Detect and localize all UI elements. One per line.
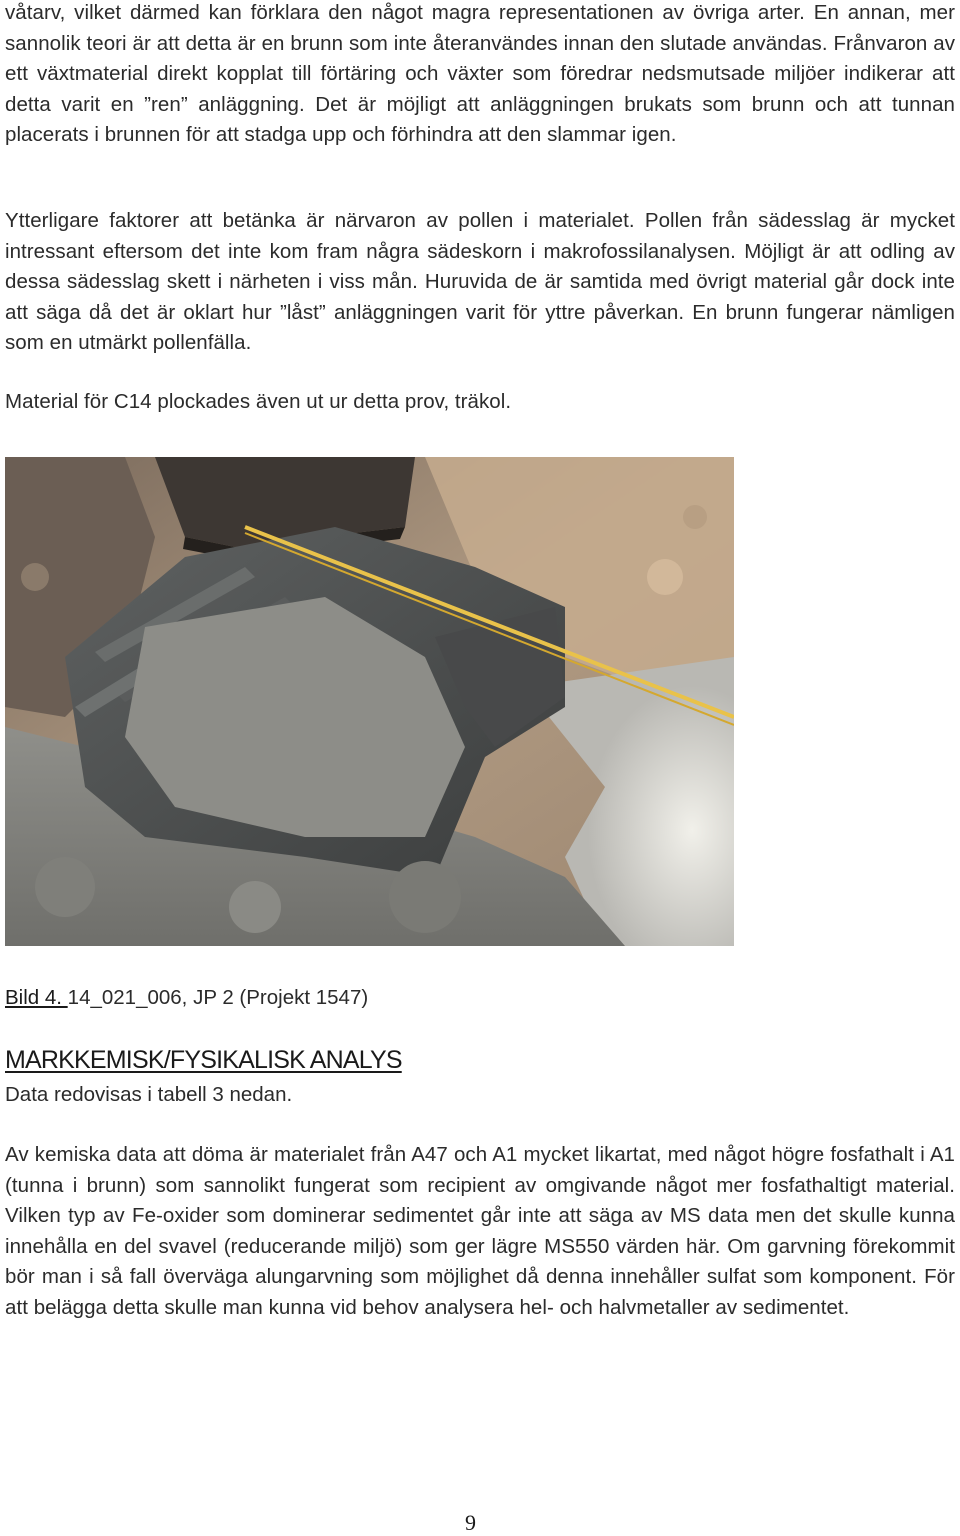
paragraph-c14: Material för C14 plockades även ut ur detta prov, träkol. (5, 390, 512, 413)
excavation-photo (5, 457, 734, 946)
barrel-in-well-illustration (5, 457, 734, 946)
page-number: 9 (465, 1510, 476, 1535)
paragraph-chemical-data: Av kemiska data att döma är materialet från A47 och A1 mycket likartat, med något högre fosfathalt i A1 (tunna i brunn) som sannolikt fungerat som recipient av omgivande något mer fosfathaltigt material. Vilken typ av Fe-oxider som dominerar sedimentet går inte att säga av MS data men det skulle kunna innehålla en del svavel (reducerande miljö) som ger lägre MS550 värden här. Om garvning förekommit bör man i så fall överväga alungarvning som möjlighet då denna innehåller sulfat som komponent. För att belägga detta skulle man kunna vid behov analysera hel- och halvmetaller av sedimentet. (5, 1143, 955, 1319)
figure-label: Bild 4. (5, 986, 68, 1009)
figure-caption-text: 14_021_006, JP 2 (Projekt 1547) (67, 986, 369, 1009)
paragraph-pollen: Ytterligare faktorer att betänka är närvaron av pollen i materialet. Pollen från sädesslag är mycket intressant eftersom det inte kom fram några sädeskorn i makrofossilanalysen. Möjligt är att odling av dessa sädesslag skett i närheten i viss mån. Huruvida de är samtida med övrigt material går dock inte att säga då det är oklart hur ”låst” anläggningen varit för yttre påverkan. En brunn fungerar nämligen som en utmärkt pollenfälla. (5, 209, 955, 355)
paragraph-interpretation: våtarv, vilket därmed kan förklara den något magra representationen av övriga arter. En annan, mer sannolik teori är att detta är en brunn som inte återanvändes innan den slutade användas. Frånvaron av ett växtmaterial direkt kopplat till förtäring och växter som föredrar nedsmutsade miljöer indikerar att detta varit en ”ren” anläggning. Det är möjligt att anläggningen brukats som brunn och att tunnan placerats i brunnen för att stadga upp och förhindra att den slammar igen. (5, 1, 955, 147)
figure-caption (5, 984, 368, 1012)
section-heading: MARKKEMISK/FYSIKALISK ANALYS (5, 1046, 402, 1074)
section-intro: Data redovisas i tabell 3 nedan. (5, 1083, 293, 1106)
